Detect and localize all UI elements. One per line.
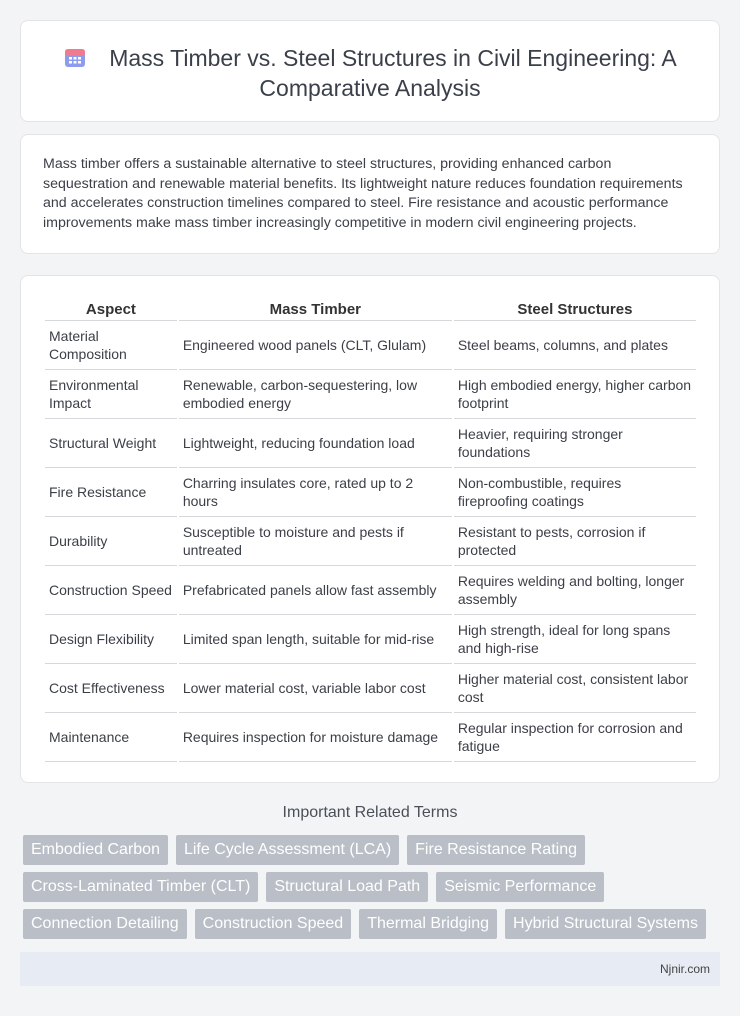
- steel-cell: Non-combustible, requires fireproofing coatings: [454, 468, 696, 517]
- steel-cell: Requires welding and bolting, longer assembly: [454, 566, 696, 615]
- tag-fire-resistance-rating[interactable]: Fire Resistance Rating: [407, 835, 585, 865]
- page-title: [51, 43, 689, 73]
- mass-timber-cell: Limited span length, suitable for mid-rise: [179, 615, 452, 664]
- table-row: [45, 321, 696, 370]
- mass-timber-cell: Engineered wood panels (CLT, Glulam): [179, 321, 452, 370]
- mass-timber-cell: Renewable, carbon-sequestering, low embodied energy: [179, 370, 452, 419]
- aspect-cell: Structural Weight: [45, 419, 177, 468]
- tag-cross-laminated-timber[interactable]: Cross-Laminated Timber (CLT): [23, 872, 258, 902]
- table-header-row: [45, 296, 696, 321]
- comparison-table-card: [20, 275, 720, 783]
- footer: [20, 952, 720, 986]
- tag-construction-speed[interactable]: Construction Speed: [195, 909, 352, 939]
- table-row: [45, 615, 696, 664]
- tag-seismic-performance[interactable]: Seismic Performance: [436, 872, 604, 902]
- aspect-cell: Material Composition: [45, 321, 177, 370]
- title-line-1: Mass Timber vs. Steel Structures in Civil Engineering: A: [109, 45, 677, 71]
- title-line-2: Comparative Analysis: [259, 75, 481, 101]
- tag-thermal-bridging[interactable]: Thermal Bridging: [359, 909, 497, 939]
- intro-text: Mass timber offers a sustainable alternative to steel structures, providing enhanced carbon sequestration and renewable material benefits. Its lightweight nature reduces foundation requirements and accelerates construction timelines compared to steel. Fire resistance and acoustic performance improvements make mass timber increasingly competitive in modern civil engineering projects.: [43, 156, 683, 231]
- table-row: [45, 468, 696, 517]
- comparison-table: [43, 296, 698, 762]
- aspect-cell: Construction Speed: [45, 566, 177, 615]
- mass-timber-cell: Requires inspection for moisture damage: [179, 713, 452, 762]
- mass-timber-cell: Lightweight, reducing foundation load: [179, 419, 452, 468]
- table-row: [45, 664, 696, 713]
- mass-timber-cell: Charring insulates core, rated up to 2 hours: [179, 468, 452, 517]
- steel-cell: Higher material cost, consistent labor cost: [454, 664, 696, 713]
- tag-embodied-carbon[interactable]: Embodied Carbon: [23, 835, 168, 865]
- steel-cell: Regular inspection for corrosion and fatigue: [454, 713, 696, 762]
- steel-cell: Resistant to pests, corrosion if protected: [454, 517, 696, 566]
- aspect-cell: Durability: [45, 517, 177, 566]
- steel-cell: Heavier, requiring stronger foundations: [454, 419, 696, 468]
- aspect-cell: Fire Resistance: [45, 468, 177, 517]
- tag-connection-detailing[interactable]: Connection Detailing: [23, 909, 187, 939]
- aspect-cell: Cost Effectiveness: [45, 664, 177, 713]
- aspect-cell: Maintenance: [45, 713, 177, 762]
- table-row: [45, 370, 696, 419]
- steel-cell: High embodied energy, higher carbon footprint: [454, 370, 696, 419]
- header-aspect: Aspect: [45, 296, 177, 321]
- table-row: [45, 566, 696, 615]
- tag-hybrid-structural-systems[interactable]: Hybrid Structural Systems: [505, 909, 706, 939]
- calendar-icon: [63, 45, 87, 69]
- related-terms-list: [20, 835, 720, 946]
- steel-cell: High strength, ideal for long spans and high-rise: [454, 615, 696, 664]
- mass-timber-cell: Lower material cost, variable labor cost: [179, 664, 452, 713]
- mass-timber-cell: Susceptible to moisture and pests if untreated: [179, 517, 452, 566]
- aspect-cell: Environmental Impact: [45, 370, 177, 419]
- mass-timber-cell: Prefabricated panels allow fast assembly: [179, 566, 452, 615]
- table-row: [45, 517, 696, 566]
- tag-life-cycle-assessment[interactable]: Life Cycle Assessment (LCA): [176, 835, 399, 865]
- table-row: [45, 419, 696, 468]
- table-row: [45, 713, 696, 762]
- intro-card: [20, 134, 720, 254]
- steel-cell: Steel beams, columns, and plates: [454, 321, 696, 370]
- footer-site-link[interactable]: Njnir.com: [659, 962, 710, 976]
- header-mass-timber: Mass Timber: [179, 296, 452, 321]
- aspect-cell: Design Flexibility: [45, 615, 177, 664]
- related-terms-title: Important Related Terms: [282, 804, 458, 821]
- header-steel-structures: Steel Structures: [454, 296, 696, 321]
- title-card: [20, 20, 720, 122]
- tag-structural-load-path[interactable]: Structural Load Path: [266, 872, 428, 902]
